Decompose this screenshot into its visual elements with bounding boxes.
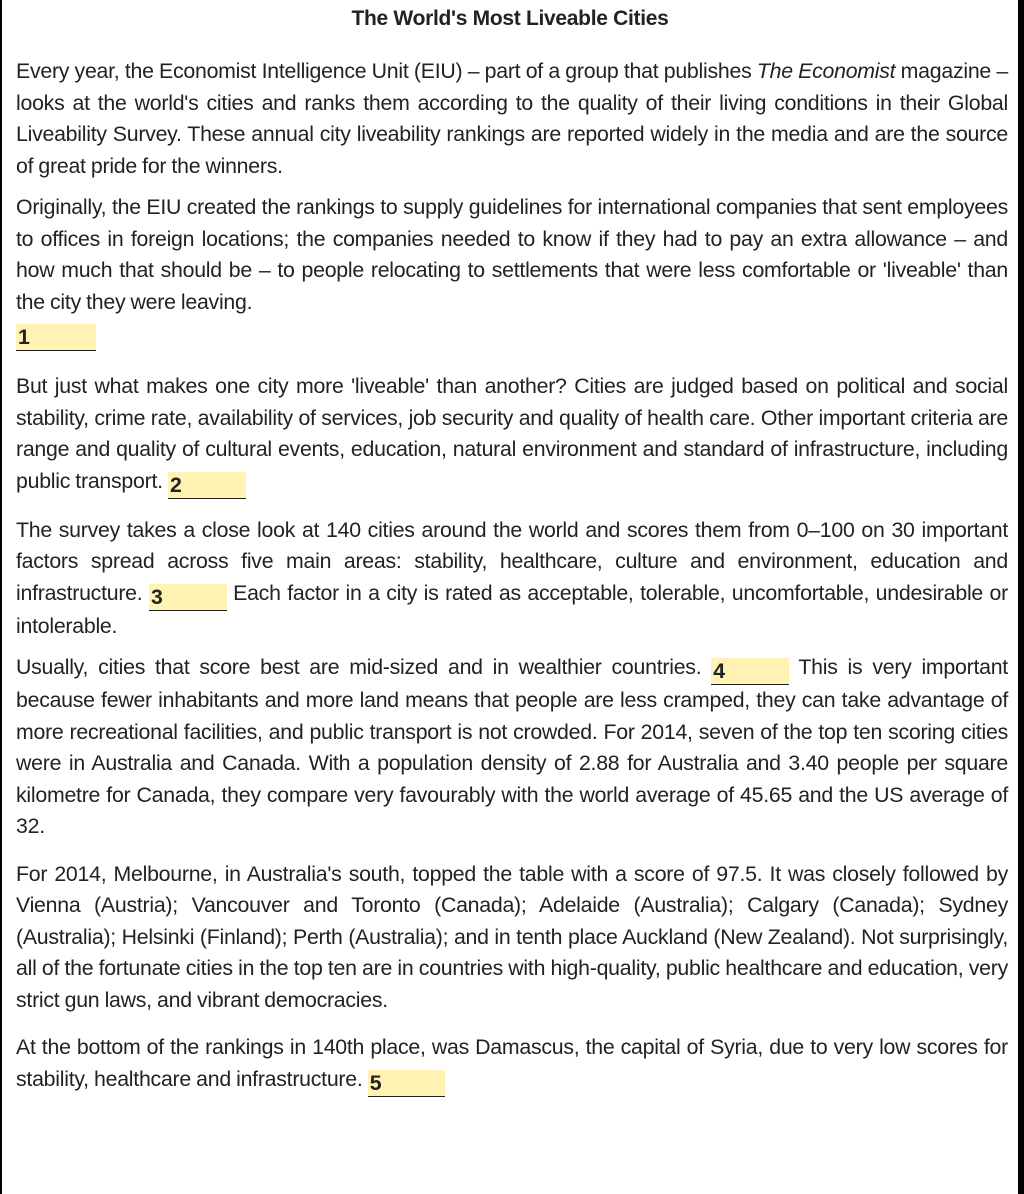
answer-blank-5[interactable] [368, 1070, 446, 1097]
paragraph-5-text-a: Usually, cities that score best are mid-sized and in wealthier countries. [16, 655, 702, 679]
document-page [2, 0, 1018, 1194]
blank-number: 1 [18, 325, 30, 349]
paragraph-3-text: But just what makes one city more 'liveable' than another? Cities are judged based on political and social stability, crime rate, availability of services, job security and quality of health care. Other important criteria are range and quality of cultural events, education, natural environment and standard of infrastructure, including public transport. [16, 374, 1008, 493]
paragraph-6 [16, 859, 1008, 1017]
answer-blank-3[interactable] [149, 584, 227, 611]
answer-blank-4[interactable] [711, 658, 789, 685]
answer-blank-2[interactable] [168, 472, 246, 499]
paragraph-1-text-a: Every year, the Economist Intelligence Unit (EIU) – part of a group that publishes [16, 59, 757, 83]
blank-number: 5 [369, 1070, 382, 1095]
paragraph-2 [16, 192, 1008, 351]
page-title: The World's Most Liveable Cities [351, 7, 669, 30]
answer-blank-1[interactable] [16, 324, 96, 351]
paragraph-7 [16, 1032, 1008, 1097]
paragraph-2-text: Originally, the EIU created the rankings to supply guidelines for international companies that sent employees to offices in foreign locations; the companies needed to know if they had to pay an extra allowance – and how much that should be – to people relocating to settlements that were less comfortable or 'liveable' than the city they were leaving. [16, 195, 1008, 314]
blank-number: 4 [713, 659, 725, 683]
article-body [2, 36, 1018, 1097]
paragraph-5 [16, 652, 1008, 843]
blank-number: 3 [150, 584, 163, 609]
magazine-name: The Economist [756, 59, 896, 83]
paragraph-4 [16, 515, 1008, 643]
paragraph-4-text-b: Each factor in a city is rated as acceptable, tolerable, uncomfortable, undesirable or intolerable. [16, 580, 1008, 638]
blank-number: 2 [169, 472, 182, 497]
paragraph-6-text: For 2014, Melbourne, in Australia's south, topped the table with a score of 97.5. It was closely followed by Vienna (Austria); Vancouver and Toronto (Canada); Adelaide (Australia); Calgary (Canada); Sydney (Australia); Helsinki (Finland); Perth (Australia); and in tenth place Auckland (New Zealand). Not surprisingly, all of the fortunate cities in the top ten are in countries with high-quality, public healthcare and education, very strict gun laws, and vibrant democracies. [16, 861, 1008, 1012]
paragraph-3 [16, 371, 1008, 499]
paragraph-7-text: At the bottom of the rankings in 140th place, was Damascus, the capital of Syria, due to very low scores for stability, healthcare and infrastructure. [16, 1035, 1008, 1091]
paragraph-1 [16, 56, 1008, 182]
paragraph-4-text-a: The survey takes a close look at 140 cities around the world and scores them from 0–100 on 30 important factors spread across five main areas: stability, healthcare, culture and environment, education and infrastructure. [16, 517, 1008, 605]
paragraph-1-text-b: magazine – looks at the world's cities and ranks them according to the quality of their living conditions in their Global Liveability Survey. These annual city liveability rankings are reported widely in the media and are the source of great pride for the winners. [16, 59, 1008, 178]
paragraph-5-text-b: This is very important because fewer inhabitants and more land means that people are less cramped, they can take advantage of more recreational facilities, and public transport is not crowded. For 2014, seven of the top ten scoring cities were in Australia and Canada. With a population density of 2.88 for Australia and 3.40 people per square kilometre for Canada, they compare very favourably with the world average of 45.65 and the US average of 32. [16, 655, 1008, 838]
